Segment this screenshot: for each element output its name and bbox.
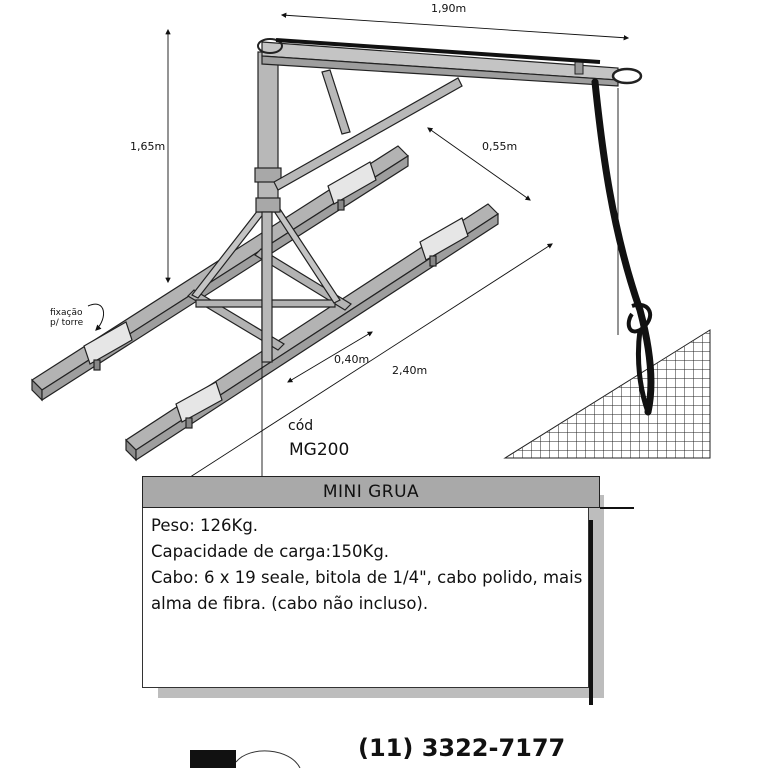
fixation-note <box>50 308 83 328</box>
spec-line-capacity: Capacidade de carga:150Kg. <box>151 542 390 561</box>
spec-line-cable-cont: alma de fibra. (cabo não incluso). <box>151 594 429 613</box>
dim-label-base-width: 0,40m <box>334 353 370 366</box>
dim-label-height: 1,65m <box>130 140 166 153</box>
fixation-note-line2: p/ torre <box>50 318 84 328</box>
fixation-callout-arrow <box>88 304 104 330</box>
fixation-note-line1: fixação <box>50 308 83 318</box>
dim-label-base-length: 2,40m <box>392 364 428 377</box>
phone-number: (11) 3322-7177 <box>358 734 566 762</box>
vertical-column <box>255 52 281 362</box>
spec-header-rule <box>600 507 634 509</box>
spec-side-bar <box>589 520 593 705</box>
spec-line-cable: Cabo: 6 x 19 seale, bitola de 1/4", cabo polido, mais <box>151 568 583 587</box>
wire-mesh <box>505 330 710 458</box>
dim-label-top-width: 1,90m <box>431 2 467 15</box>
logo-block <box>190 750 236 768</box>
dim-label-beam-gap: 0,55m <box>482 140 518 153</box>
product-code-label: cód <box>288 418 314 434</box>
spec-box-title: MINI GRUA <box>142 476 600 508</box>
spec-line-weight: Peso: 126Kg. <box>151 516 259 535</box>
product-code-value: MG200 <box>289 440 350 460</box>
logo-arc <box>236 751 300 768</box>
